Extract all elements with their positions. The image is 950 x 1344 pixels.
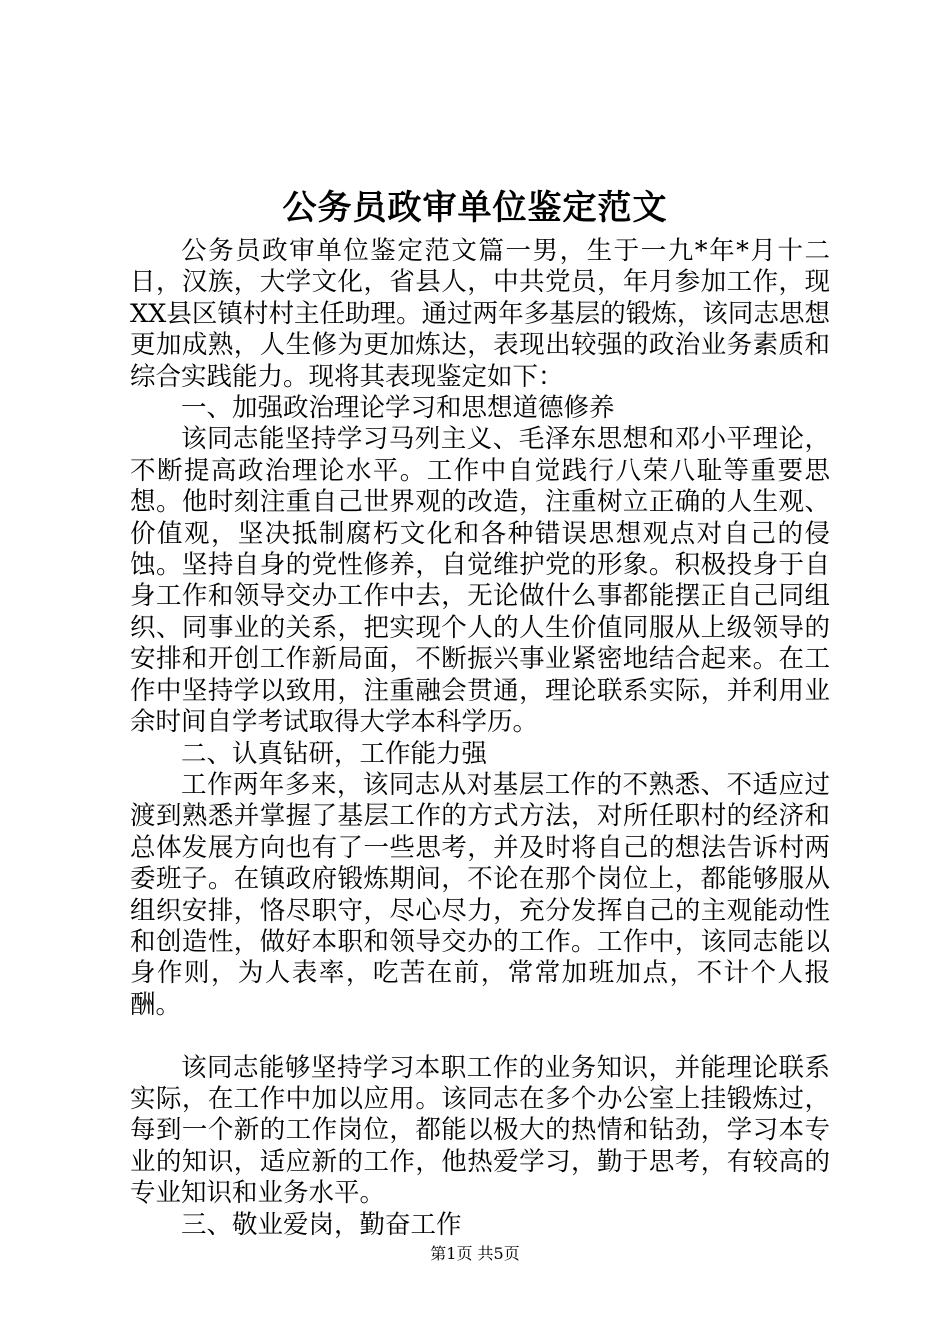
section-heading-3: 三、敬业爱岗，勤奋工作 xyxy=(181,1209,462,1240)
body-paragraph: 工作两年多来，该同志从对基层工作的不熟悉、不适应过渡到熟悉并掌握了基层工作的方式方法，对所任职村的经济和总体发展方向也有了一些思考，并及时将自己的想法告诉村两委班子。在镇政府锻炼期间，不论在那个岗位上，都能够服从组织安排，恪尽职守，尽心尽力，充分发挥自己的主观能动性和创造性，做好本职和领导交办的工作。工作中，该同志能以身作则，为人表率，吃苦在前，常常加班加点，不计个人报酬。 xyxy=(130,769,830,1020)
body-paragraph: 该同志能够坚持学习本职工作的业务知识，并能理论联系实际，在工作中加以应用。该同志在多个办公室上挂锻炼过，每到一个新的工作岗位，都能以极大的热情和钻劲，学习本专业的知识，适应新的工作，他热爱学习，勤于思考，有较高的专业知识和业务水平。 xyxy=(130,1052,830,1209)
body-paragraph: 该同志能坚持学习马列主义、毛泽东思想和邓小平理论，不断提高政治理论水平。工作中自觉践行八荣八耻等重要思想。他时刻注重自己世界观的改造，注重树立正确的人生观、价值观，坚决抵制腐朽文化和各种错误思想观点对自己的侵蚀。坚持自身的党性修养，自觉维护党的形象。积极投身于自身工作和领导交办工作中去，无论做什么事都能摆正自己同组织、同事业的关系，把实现个人的人生价值同服从上级领导的安排和开创工作新局面，不断振兴事业紧密地结合起来。在工作中坚持学以致用，注重融会贯通，理论联系实际，并利用业余时间自学考试取得大学本科学历。 xyxy=(130,424,830,738)
document-body xyxy=(130,236,830,1241)
page-footer: 第1页 共5页 xyxy=(430,1244,520,1263)
section-heading-2: 二、认真钻研，工作能力强 xyxy=(181,738,488,769)
section-heading-1: 一、加强政治理论学习和思想道德修养 xyxy=(181,393,615,424)
paragraph-spacer xyxy=(130,1021,830,1052)
document-title: 公务员政审单位鉴定范文 xyxy=(282,188,668,228)
intro-paragraph: 公务员政审单位鉴定范文篇一男，生于一九*年*月十二日，汉族，大学文化，省县人，中共党员，年月参加工作，现XX县区镇村村主任助理。通过两年多基层的锻炼，该同志思想更加成熟，人生修为更加炼达，表现出较强的政治业务素质和综合实践能力。现将其表现鉴定如下： xyxy=(130,236,830,392)
